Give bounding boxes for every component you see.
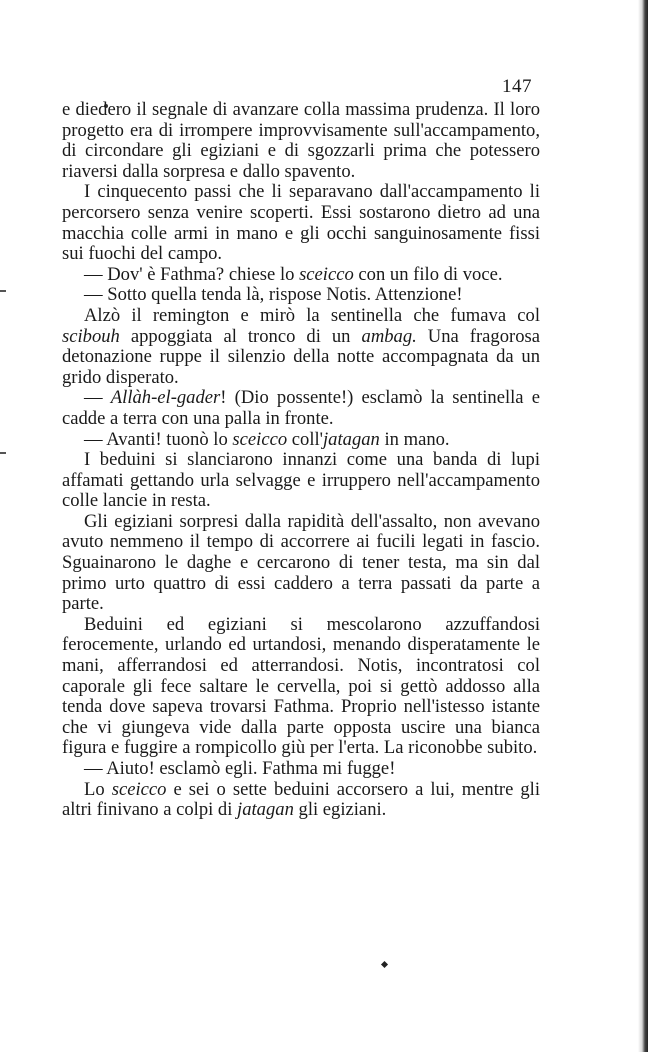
paragraph: e diedero il segnale di avanzare colla massima prudenza. Il loro progetto era di irrompere improvvisamente sull'accampamento, di circondare gli egiziani e di sgozzarli prima che potessero riaversi dalla sorpresa e dallo spavento.: [62, 99, 540, 182]
margin-tick: [0, 290, 6, 292]
paragraph: I beduini si slanciarono innanzi come una banda di lupi affamati gettando urla selvagge e irruppero nell'accampamento colle lancie in resta.: [62, 449, 540, 512]
italic-word: scibouh: [62, 325, 120, 347]
paragraph: — Dov' è Fathma? chiese lo sceicco con un filo di voce.: [84, 263, 503, 285]
italic-word: sceicco: [111, 778, 167, 800]
paragraph: — Allàh-el-gader! (Dio possente!) esclamò la sentinella e cadde a terra con una palla in fronte.: [62, 387, 540, 429]
paragraph: — Avanti! tuonò lo sceicco coll'jatagan in mano.: [84, 428, 450, 450]
paragraph: — Aiuto! esclamò egli. Fathma mi fugge!: [84, 758, 396, 779]
body-text: [62, 100, 540, 821]
page-number: 147: [502, 76, 532, 97]
paragraph: Lo sceicco e sei o sette beduini accorsero a lui, mentre gli altri finivano a colpi di jatagan gli egiziani.: [62, 778, 540, 821]
page-edge-shadow: [638, 0, 648, 1052]
paragraph: — Sotto quella tenda là, rispose Notis. Attenzione!: [84, 284, 463, 306]
paragraph: Alzò il remington e mirò la sentinella che fumava col scibouh appoggiata al tronco di un ambag. Una fragorosa detonazione ruppe il silenzio della notte accompagnata da un grido disperato.: [62, 304, 541, 388]
paragraph: Beduini ed egiziani si mescolarono azzuffandosi ferocemente, urlando ed urtandosi, menando disperatamente le mani, afferrandosi ed atterrandosi. Notis, incontratosi col caporale gli fece saltare le cervella, poi si gettò addosso alla tenda dove sapeva trovarsi Fathma. Proprio nell'istesso istante che vi giungeva vide dalla parte opposta uscire una bianca figura e fuggire a rompicollo giù per l'erta. La riconobbe subito.: [62, 613, 540, 759]
italic-word: jatagan: [323, 428, 380, 450]
print-speck: [381, 961, 388, 968]
italic-word: sceicco: [232, 428, 288, 450]
paragraph: I cinquecento passi che li separavano dall'accampamento li percorsero senza venire scoperti. Essi sostarono dietro ad una macchia colle armi in mano e gli occhi sanguinosamente fissi sui fuochi del campo.: [62, 181, 540, 265]
margin-tick: [0, 452, 6, 454]
italic-word: sceicco: [299, 263, 354, 285]
italic-word: Allàh-el-gader: [110, 387, 221, 409]
italic-word: jatagan: [237, 799, 294, 821]
paragraph: Gli egiziani sorpresi dalla rapidità dell'assalto, non avevano avuto nemmeno il tempo di accorrere ai fucili legati in fascio. Sguainarono le daghe e cercarono di tener testa, ma sin dal primo urto quattro di essi caddero a terra passati da parte a parte.: [62, 510, 540, 615]
italic-word: ambag.: [361, 325, 417, 347]
